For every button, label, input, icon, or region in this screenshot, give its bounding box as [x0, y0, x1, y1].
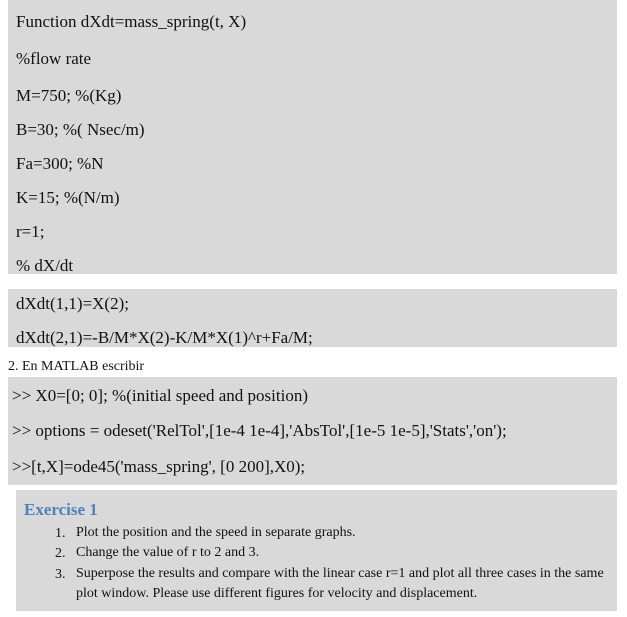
code-line: K=15; %(N/m) [16, 188, 120, 207]
exercise-title: Exercise 1 [24, 500, 98, 519]
code-line: % dX/dt [16, 256, 74, 275]
code-line: dXdt(1,1)=X(2); [16, 294, 129, 313]
exercise-item-number: 1. [55, 526, 66, 541]
exercise-item-text: Superpose the results and compare with the linear case r=1 and plot all three cases in the same plot window. Please use different figures for velocity and displacement. [76, 566, 604, 601]
code-line: M=750; %(Kg) [16, 86, 122, 105]
code-line: dXdt(2,1)=-B/M*X(2)-K/M*X(1)^r+Fa/M; [16, 328, 313, 347]
step-label: 2. En MATLAB escribir [8, 359, 145, 374]
code-line: >>[t,X]=ode45('mass_spring', [0 200],X0); [12, 457, 306, 476]
code-line: Function dXdt=mass_spring(t, X) [16, 12, 247, 31]
code-line: >> X0=[0; 0]; %(initial speed and position) [12, 386, 308, 405]
code-line: Fa=300; %N [16, 154, 104, 173]
code-line: r=1; [16, 222, 45, 241]
exercise-item-text: Change the value of r to 2 and 3. [76, 545, 260, 560]
exercise-item-number: 3. [55, 567, 66, 582]
code-line: B=30; %( Nsec/m) [16, 120, 145, 139]
code-line: %flow rate [16, 49, 92, 68]
exercise-item-text: Plot the position and the speed in separate graphs. [76, 525, 356, 540]
code-line: >> options = odeset('RelTol',[1e-4 1e-4],'AbsTol',[1e-5 1e-5],'Stats','on'); [12, 421, 507, 440]
exercise-item-number: 2. [55, 546, 66, 561]
